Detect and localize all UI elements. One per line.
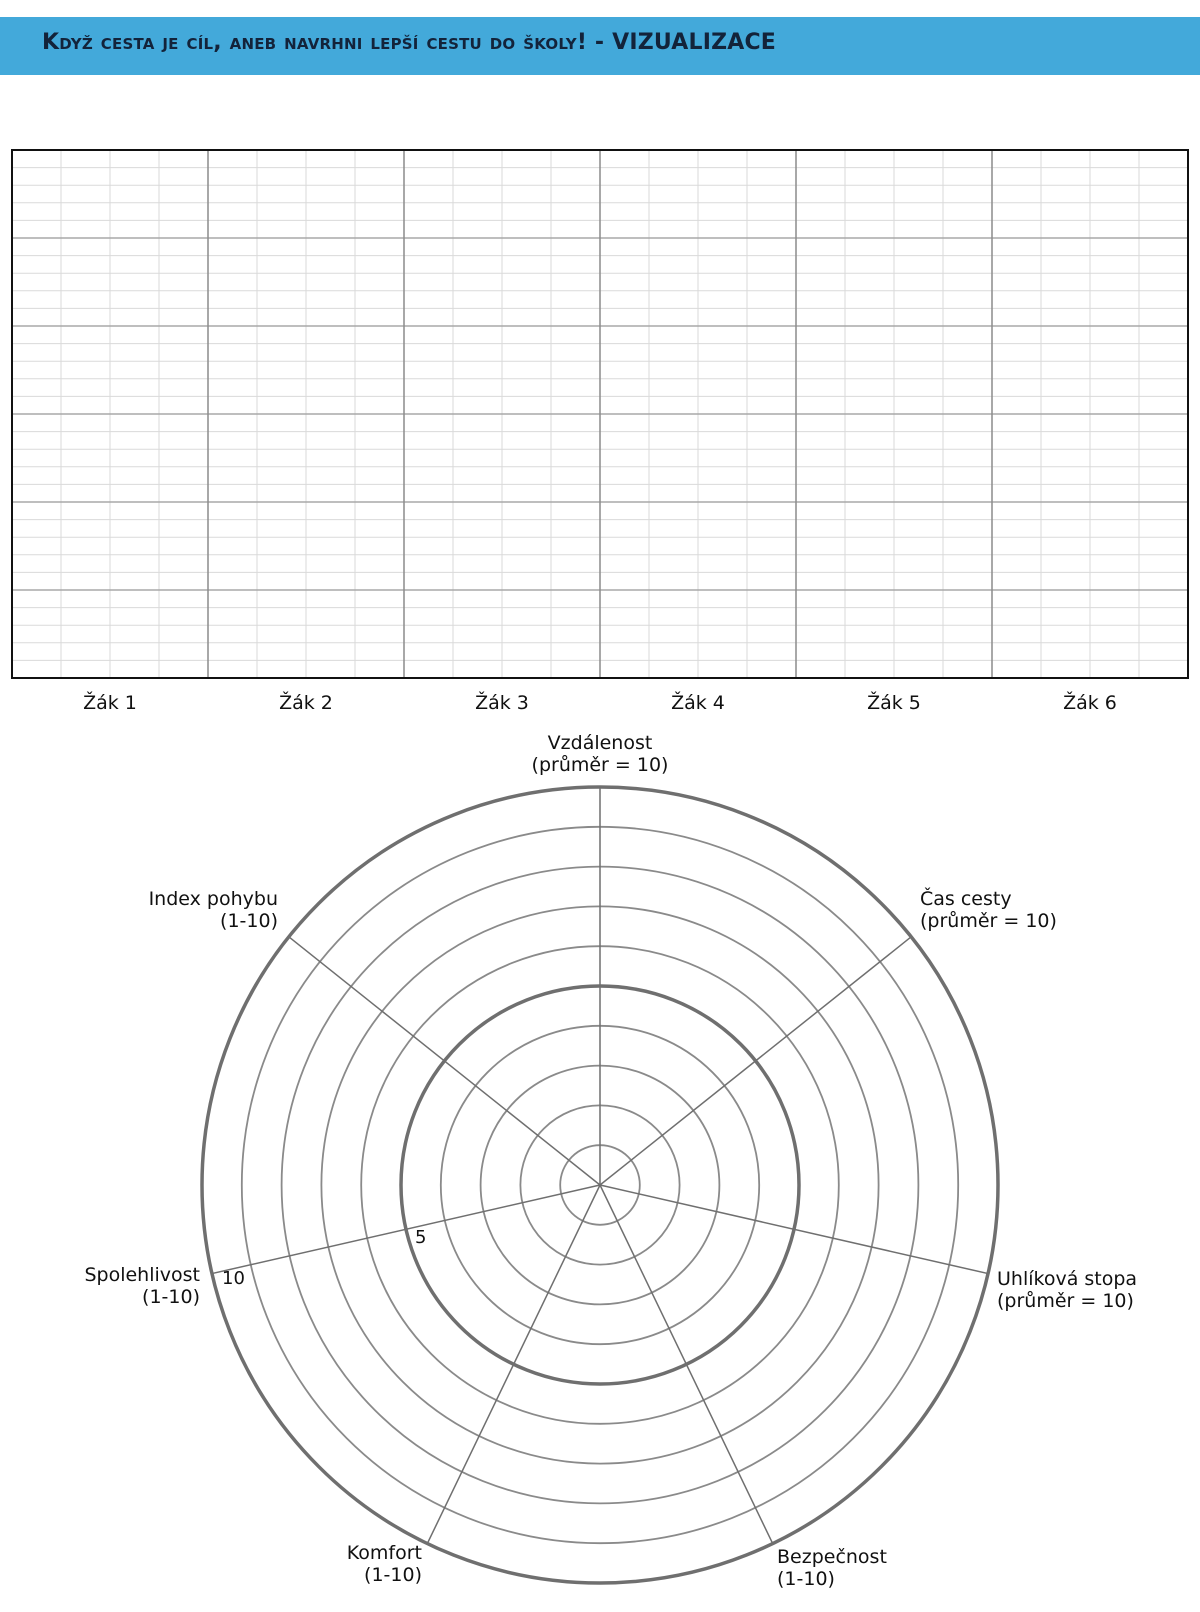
axis-name: Uhlíková stopa	[997, 1268, 1138, 1290]
axis-label-spolehlivost	[40, 1264, 200, 1308]
axis-scale: (1-10)	[220, 910, 278, 932]
axis-label-bezpecnost	[777, 1546, 887, 1590]
axis-label-komfort	[322, 1542, 422, 1586]
axis-name: Bezpečnost	[777, 1546, 887, 1568]
axis-name: Index pohybu	[148, 888, 278, 910]
axis-label-cas-cesty	[920, 888, 1057, 932]
student-label-5: Žák 5	[867, 692, 921, 714]
axis-label-uhlikova-stopa	[997, 1268, 1137, 1312]
radar-spoke-3	[600, 1185, 988, 1274]
student-label-3: Žák 3	[475, 692, 529, 714]
ring-label-5: 5	[415, 1227, 427, 1248]
radar-spoke-6	[212, 1185, 600, 1274]
radar-chart	[0, 720, 1200, 1612]
header-bar	[0, 17, 1200, 75]
student-label-1: Žák 1	[83, 692, 137, 714]
axis-name: Čas cesty	[920, 888, 1012, 910]
axis-scale: (průměr = 10)	[997, 1290, 1134, 1312]
axis-scale: (průměr = 10)	[920, 910, 1057, 932]
page-title: Když cesta je cíl, aneb navrhni lepší cestu do školy! - VIZUALIZACE	[42, 30, 777, 55]
axis-name: Spolehlivost	[84, 1264, 200, 1286]
student-label-4: Žák 4	[671, 692, 725, 714]
axis-label-index-pohybu	[100, 888, 278, 932]
ring-label-10: 10	[222, 1268, 245, 1289]
student-label-6: Žák 6	[1063, 692, 1117, 714]
axis-name: Vzdálenost	[547, 732, 653, 754]
student-label-2: Žák 2	[279, 692, 333, 714]
axis-scale: (průměr = 10)	[531, 754, 669, 776]
axis-scale: (1-10)	[777, 1568, 835, 1590]
axis-scale: (1-10)	[142, 1286, 200, 1308]
radar-spoke-5	[427, 1185, 600, 1544]
radar-spoke-4	[600, 1185, 773, 1544]
axis-scale: (1-10)	[364, 1564, 422, 1586]
axis-label-vzdalenost	[500, 732, 700, 776]
bar-chart-grid	[0, 140, 1200, 680]
axis-name: Komfort	[346, 1542, 422, 1564]
